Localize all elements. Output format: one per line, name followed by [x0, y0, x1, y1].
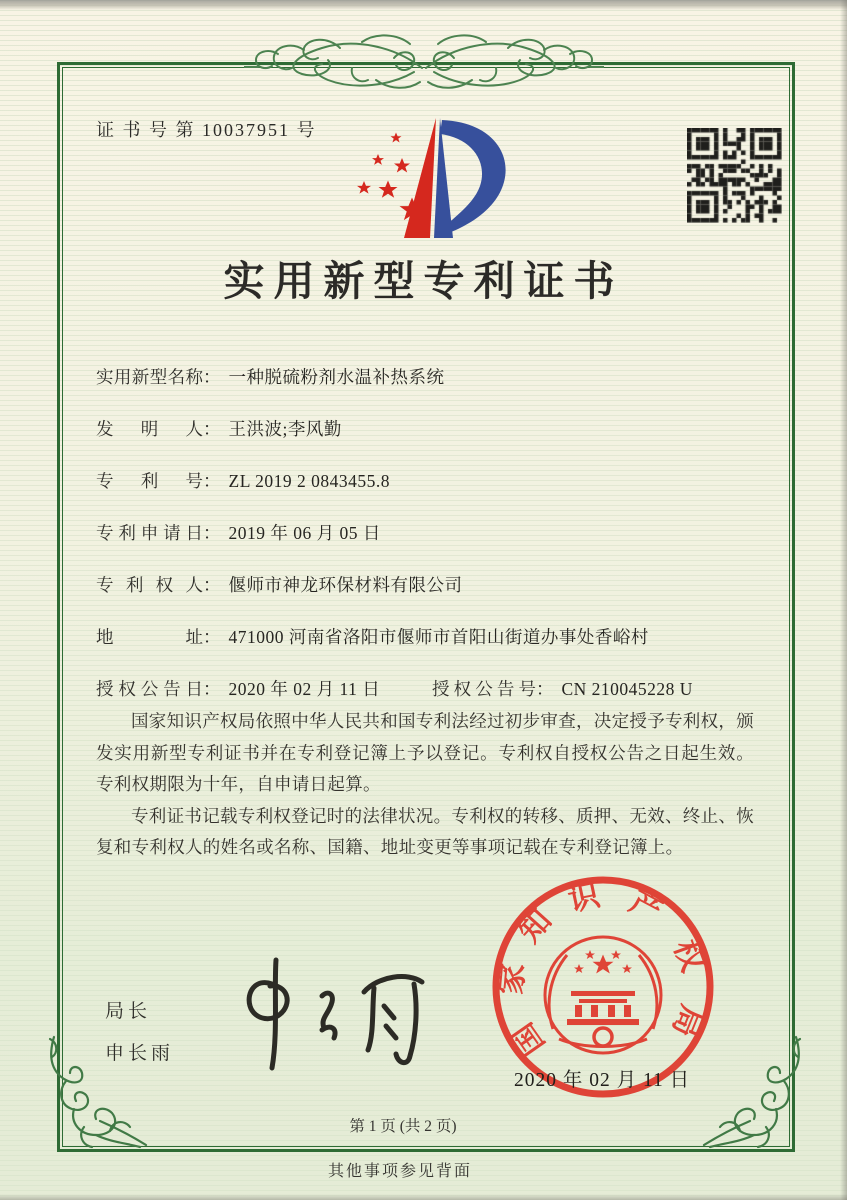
field-value: CN 210045228 U — [561, 679, 693, 699]
page-number: 第 1 页 (共 2 页) — [349, 1118, 457, 1135]
scan-artifact-right — [840, 0, 847, 1200]
national-emblem-icon — [545, 937, 661, 1053]
seal-char: 知 — [511, 902, 559, 950]
field-label: 实用新型名称 — [96, 367, 203, 387]
field-row-address: 地址： 471000 河南省洛阳市偃师市首阳山街道办事处香峪村 — [96, 624, 760, 650]
field-label: 发明人 — [96, 419, 203, 439]
seal-char: 国 — [504, 1016, 552, 1063]
field-row-grant-no: 授权公告号： CN 210045228 U — [432, 676, 693, 701]
top-scroll-ornament-icon — [244, 28, 604, 106]
scan-artifact-top — [0, 0, 847, 10]
field-row-grant-date: 授权公告日： 2020 年 02 月 11 日 授权公告号： CN 210045228 U — [96, 676, 760, 702]
commissioner-signature — [222, 948, 452, 1076]
legal-paragraph-1: 国家知识产权局依照中华人民共和国专利法经过初步审查，决定授予专利权，颁发实用新型专利证书并在专利登记簿上予以登记。专利权自授权公告之日起生效。专利权期限为十年，自申请日起算。 — [96, 711, 754, 794]
seal-char: 产 — [624, 883, 668, 929]
commissioner-name: 申长雨 — [105, 1043, 175, 1064]
legal-paragraph-2: 专利证书记载专利权登记时的法律状况。专利权的转移、质押、无效、终止、恢复和专利权人的姓名或名称、国籍、地址变更等事项记载在专利登记簿上。 — [96, 805, 754, 857]
cnipa-logo-icon — [350, 108, 520, 246]
qr-code — [687, 128, 782, 223]
field-value: 偃师市神龙环保材料有限公司 — [228, 575, 463, 595]
seal-char: 局 — [665, 1000, 710, 1043]
field-value: 一种脱硫粉剂水温补热系统 — [228, 367, 445, 387]
seal-char: 识 — [565, 877, 603, 918]
field-row-patentee: 专利权人： 偃师市神龙环保材料有限公司 — [96, 572, 760, 598]
field-list — [96, 364, 760, 728]
field-label: 授权公告日 — [96, 679, 203, 699]
field-value: 王洪波;李风勤 — [228, 419, 342, 439]
legal-text — [96, 706, 754, 864]
field-label: 授权公告号 — [432, 679, 536, 699]
field-label: 专利号 — [96, 471, 203, 491]
field-row-filing-date: 专利申请日： 2019 年 06 月 05 日 — [96, 520, 760, 546]
back-side-note: 其他事项参见背面 — [327, 1163, 472, 1180]
field-value: 2019 年 06 月 05 日 — [228, 523, 381, 543]
commissioner-title: 局长 — [105, 1001, 152, 1022]
seal-date: 2020 年 02 月 11 日 — [514, 1070, 691, 1091]
field-row-name: 实用新型名称： 一种脱硫粉剂水温补热系统 — [96, 364, 760, 390]
seal-char: 家 — [493, 962, 531, 996]
field-label: 专利权人 — [96, 575, 203, 595]
field-row-inventor: 发明人： 王洪波;李风勤 — [96, 416, 760, 442]
field-label: 专利申请日 — [96, 523, 203, 543]
field-value: 471000 河南省洛阳市偃师市首阳山街道办事处香峪村 — [228, 627, 649, 647]
field-value: 2020 年 02 月 11 日 — [228, 679, 381, 699]
scan-artifact-bottom — [0, 1194, 847, 1200]
field-row-patent-no: 专利号： ZL 2019 2 0843455.8 — [96, 468, 760, 494]
certificate-title: 实用新型专利证书 — [223, 258, 624, 304]
field-value: ZL 2019 2 0843455.8 — [228, 471, 390, 491]
seal-char: 权 — [667, 935, 711, 977]
field-label: 地址 — [96, 627, 203, 647]
certificate-number: 证 书 号 第 10037951 号 — [96, 120, 317, 140]
